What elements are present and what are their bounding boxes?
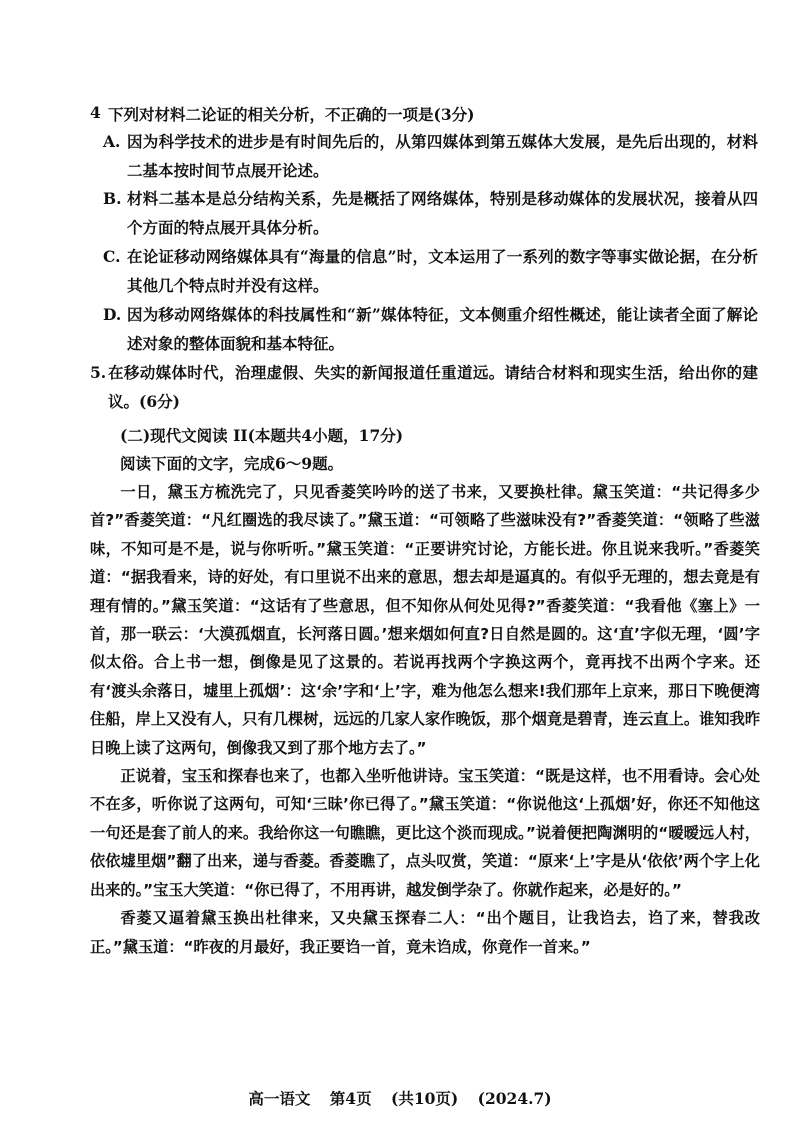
question-4-number: 4 bbox=[90, 103, 101, 122]
option-b-text: 材料二基本是总分结构关系，先是概括了网络媒体，特别是移动媒体的发展状况，接着从四个方面的特点展开具体分析。 bbox=[127, 189, 758, 237]
option-c-text: 在论证移动网络媒体具有“海量的信息”时，文本运用了一系列的数字等事实做论据，在分析其他几个特点时并没有这样。 bbox=[127, 247, 758, 295]
question-5 bbox=[90, 359, 758, 416]
option-a-label: A. bbox=[103, 132, 121, 151]
section-instruction: 阅读下面的文字，完成6～9题。 bbox=[120, 454, 344, 473]
footer-date: (2024.7) bbox=[477, 1089, 552, 1108]
reading-passage bbox=[90, 478, 760, 961]
option-c-label: C. bbox=[103, 247, 121, 266]
option-a-text: 因为科学技术的进步是有时间先后的，从第四媒体到第五媒体大发展，是先后出现的，材料二基本按时间节点展开论述。 bbox=[127, 132, 758, 180]
footer-total: (共10页) bbox=[390, 1089, 459, 1108]
question-5-number: 5. bbox=[90, 363, 107, 382]
page-footer bbox=[0, 1087, 800, 1109]
passage-paragraph: 一日，黛玉方梳洗完了，只见香菱笑吟吟的送了书来，又要换杜律。黛玉笑道：“共记得多少首?”香菱笑道：“凡红圈选的我尽读了。”黛玉道：“可领略了些滋味没有?”香菱笑道：“领略了些滋味，不知可是不是，说与你听听。”黛玉笑道：“正要讲究讨论，方能长进。你且说来我听。”香菱笑道：“据我看来，诗的好处，有口里说不出来的意思，想去却是逼真的。有似乎无理的，想去竟是有理有情的。”黛玉笑道：“这话有了些意思，但不知你从何处见得?”香菱笑道：“我看他《塞上》一首，那一联云：‘大漠孤烟直，长河落日圆。’想来烟如何直?日自然是圆的。这‘直’字似无理，‘圆’字似太俗。合上书一想，倒像是见了这景的。若说再找两个字换这两个，竟再找不出两个字来。还有‘渡头余落日，墟里上孤烟’：这‘余’字和‘上’字，难为他怎么想来!我们那年上京来，那日下晚便湾住船，岸上又没有人，只有几棵树，远远的几家人家作晚饭，那个烟竟是碧青，连云直上。谁知我昨日晚上读了这两句，倒像我又到了那个地方去了。” bbox=[90, 483, 760, 757]
option-c bbox=[103, 243, 758, 300]
section-title: (二)现代文阅读 II(本题共4小题，17分) bbox=[120, 426, 404, 445]
question-4-stem: 下列对材料二论证的相关分析，不正确的一项是(3分) bbox=[108, 105, 475, 124]
passage-paragraph: 正说着，宝玉和探春也来了，也都入坐听他讲诗。宝玉笑道：“既是这样，也不用看诗。会心处不在多，听你说了这两句，可知‘三昧’你已得了。”黛玉笑道：“你说他这‘上孤烟’好，你还不知他这一句还是套了前人的来。我给你这一句瞧瞧，更比这个淡而现成。”说着便把陶渊明的“暧暧远人村，依依墟里烟”翻了出来，递与香菱。香菱瞧了，点头叹赏，笑道：“原来‘上’字是从‘依依’两个字上化出来的。”宝玉大笑道：“你已得了，不用再讲，越发倒学杂了。你就作起来，必是好的。” bbox=[90, 767, 760, 899]
option-d bbox=[103, 301, 758, 358]
footer-page: 第4页 bbox=[329, 1089, 372, 1108]
option-d-label: D. bbox=[103, 305, 122, 324]
passage-paragraph: 香菱又逼着黛玉换出杜律来，又央黛玉探春二人：“出个题目，让我诌去，诌了来，替我改正。”黛玉道：“昨夜的月最好，我正要诌一首，竟未诌成，你竟作一首来。” bbox=[90, 909, 760, 956]
option-b-label: B. bbox=[103, 189, 122, 208]
option-a bbox=[103, 128, 758, 185]
option-d-text: 因为移动网络媒体的科技属性和“新”媒体特征，文本侧重介绍性概述，能让读者全面了解论述对象的整体面貌和基本特征。 bbox=[127, 305, 758, 353]
footer-subject: 高一语文 bbox=[248, 1089, 311, 1108]
question-5-text: 在移动媒体时代，治理虚假、失实的新闻报道任重道远。请结合材料和现实生活，给出你的建议。(6分) bbox=[108, 363, 758, 411]
option-b bbox=[103, 185, 758, 242]
